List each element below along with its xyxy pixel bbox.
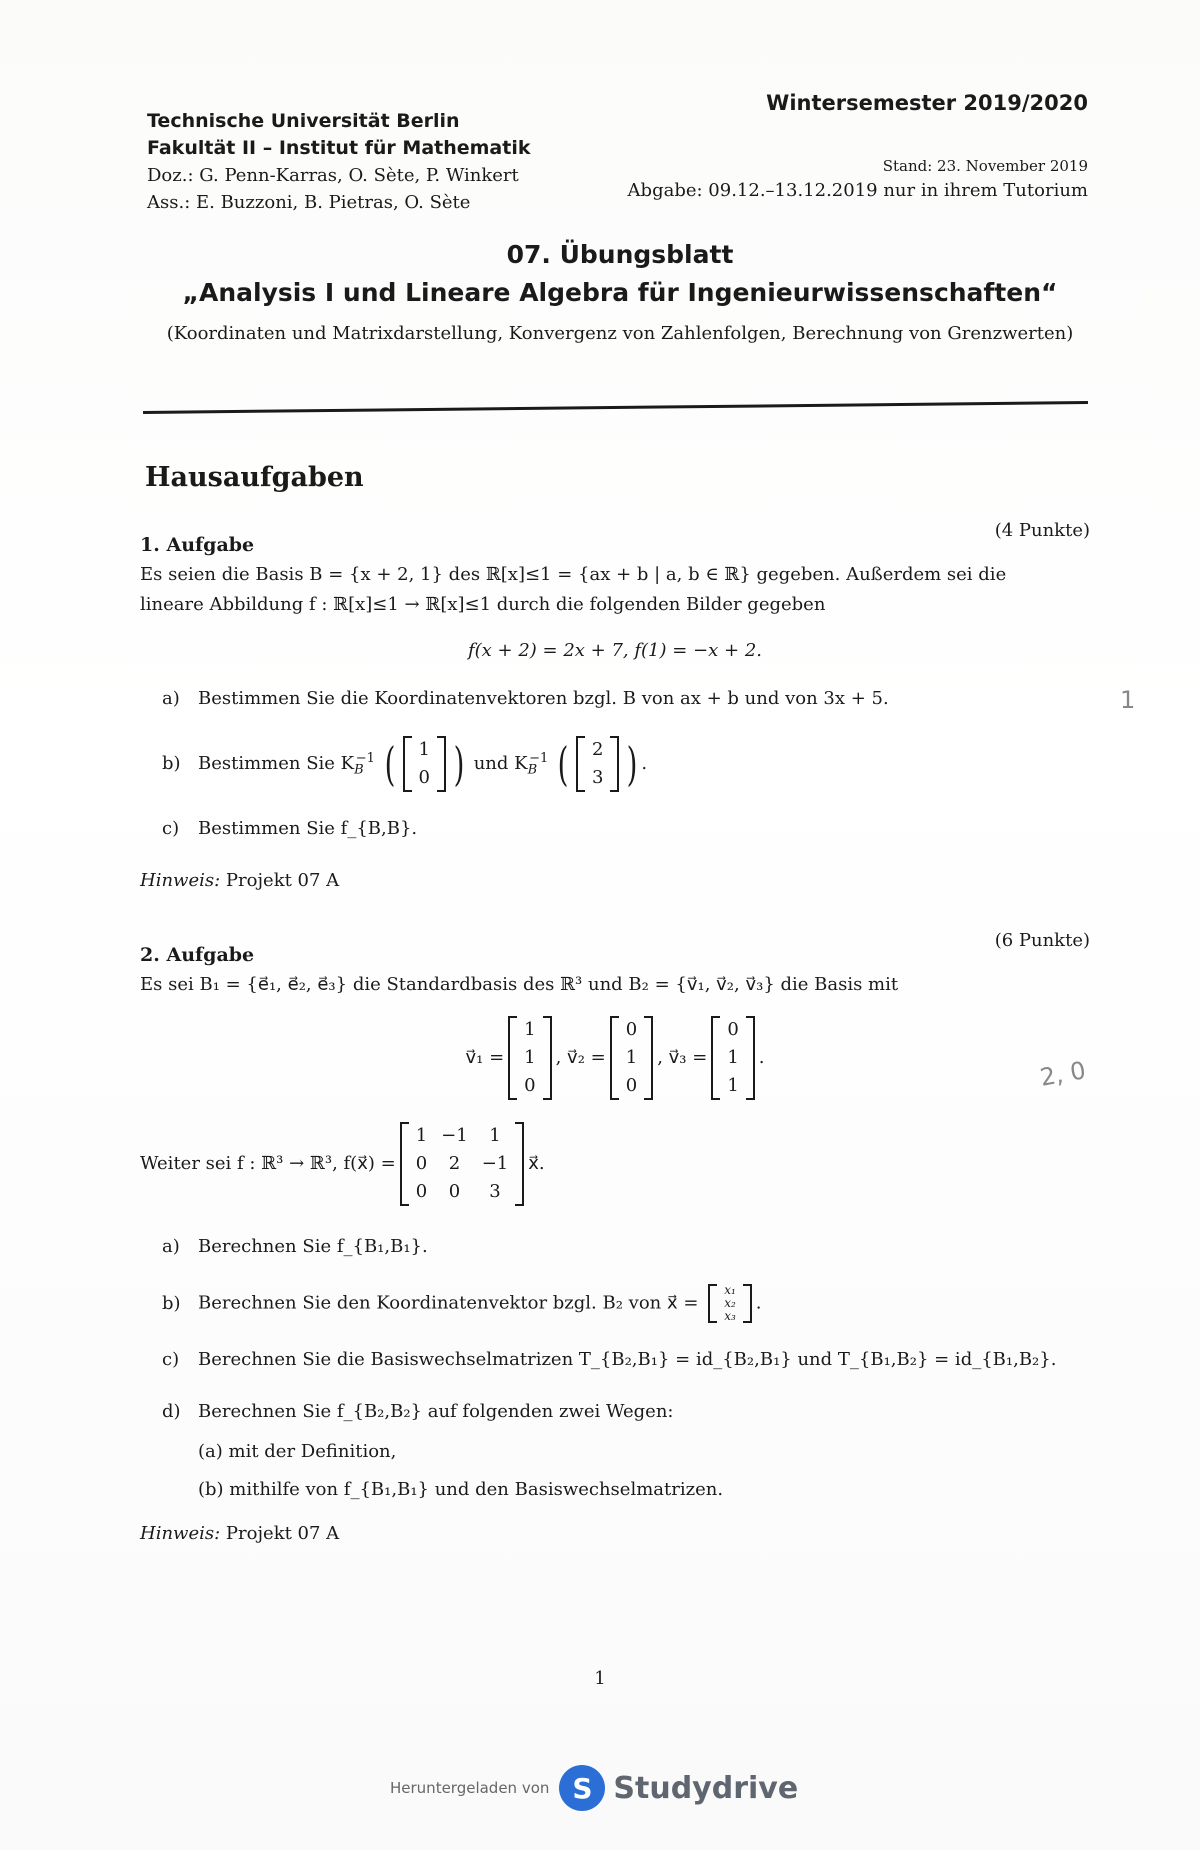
f-postfix: x⃗. [528, 1153, 545, 1174]
item-b-text: Berechnen Sie den Koordinatenvektor bzgl. B₂ von x⃗ = [198, 1292, 699, 1314]
vector-entry: x₃ [724, 1309, 736, 1323]
task-2-item-d [162, 1397, 1090, 1427]
matrix-entry: 0 [415, 1181, 428, 1202]
vector-entry: x₂ [724, 1296, 736, 1310]
header-right [528, 88, 1088, 204]
coord-vector-2 [576, 736, 619, 792]
vector-entry: 0 [727, 1019, 739, 1040]
paren-close: ) [627, 737, 638, 791]
task-2-items [162, 1232, 1090, 1505]
vector-entry: 1 [727, 1047, 739, 1068]
item-text: Bestimmen Sie $K_B^{-1}$ ( 1 0 ) und $K_B^{-1}$ ( 2 3 ) . [198, 737, 648, 791]
task-2-item-b [162, 1284, 1090, 1323]
vector-entry: 1 [524, 1019, 536, 1040]
stand-date: Stand: 23. November 2019 [882, 157, 1088, 175]
studydrive-brand: Studydrive [613, 1770, 799, 1806]
course-title: „Analysis I und Lineare Algebra für Ingenieurwissenschaften“ [182, 278, 1058, 307]
vector-v2 [610, 1016, 653, 1100]
vector-v1 [508, 1016, 551, 1100]
item-text: Berechnen Sie f_{B₂,B₂} auf folgenden zwei Wegen: [198, 1401, 674, 1422]
map-definition [140, 1122, 1090, 1206]
paren-open: ( [557, 737, 569, 791]
pencil-mark-2: 2, 0 [1037, 1056, 1088, 1092]
faculty: Fakultät II – Institut für Mathematik [147, 137, 531, 159]
vector-v3 [711, 1016, 754, 1100]
sub-item-a: (a) mit der Definition, [198, 1441, 397, 1462]
item-text: Bestimmen Sie die Koordinatenvektoren bzgl. B von ax + b und von 3x + 5. [198, 688, 889, 709]
task-2-item-a [162, 1232, 1090, 1262]
vector-entry: 2 [592, 739, 604, 760]
x-vector [708, 1284, 752, 1323]
period: . [758, 1047, 765, 1068]
task-2-item-c [162, 1345, 1090, 1375]
kb-subscript: B [527, 762, 538, 778]
vector-entry: 1 [625, 1047, 638, 1068]
task-1-hint [140, 866, 1090, 896]
sheet-subtitle: (Koordinaten und Matrixdarstellung, Konvergenz von Zahlenfolgen, Berechnung von Grenzwerten) [166, 323, 1074, 344]
map-matrix [400, 1122, 525, 1206]
task-1-item-b [162, 736, 1090, 792]
matrix-entry: 1 [415, 1125, 428, 1146]
vector-entry: 3 [592, 767, 604, 788]
basis-vectors [140, 1016, 1090, 1100]
vector-entry: 0 [625, 1019, 638, 1040]
semester: Wintersemester 2019/2020 [766, 91, 1088, 115]
vector-entry: 0 [418, 767, 430, 788]
item-text: Berechnen Sie den Koordinatenvektor bzgl. B₂ von x⃗ = x₁ x₂ x₃ . [198, 1283, 762, 1323]
item-label: d) [162, 1401, 181, 1422]
sheet-number: 07. Übungsblatt [506, 240, 734, 269]
task-2 [140, 930, 1090, 1549]
lecturers: Doz.: G. Penn-Karras, O. Sète, P. Winkert [147, 165, 519, 186]
item-label: c) [162, 818, 180, 839]
downloaded-from-text: Heruntergeladen von [390, 1779, 550, 1797]
task-1-item-a [162, 684, 1090, 714]
studydrive-footer [390, 1765, 798, 1811]
task-2-title: 2. Aufgabe [140, 944, 255, 966]
item-label: a) [162, 1236, 180, 1257]
matrix-entry: 2 [448, 1153, 461, 1174]
vector-entry: 1 [418, 739, 430, 760]
item-text: Berechnen Sie die Basiswechselmatrizen T_{B₂,B₁} = id_{B₂,B₁} und T_{B₁,B₂} = id_{B₁,B₂}. [198, 1349, 1057, 1370]
task-2-sub-items [198, 1437, 1090, 1505]
sub-item-b: (b) mithilfe von f_{B₁,B₁} und den Basiswechselmatrizen. [198, 1479, 724, 1500]
item-label: a) [162, 688, 180, 709]
item-b-prefix: Bestimmen Sie K [198, 753, 355, 774]
matrix-entry: −1 [441, 1125, 468, 1146]
task-1-intro-line-1: Es seien die Basis B = {x + 2, 1} des ℝ[x]≤1 = {ax + b | a, b ∈ ℝ} gegeben. Außerdem sei die [140, 564, 1007, 585]
task-1-title: 1. Aufgabe [140, 534, 255, 556]
paren-close: ) [453, 737, 465, 791]
item-b-and: und K [473, 753, 528, 774]
matrix-entry: 0 [415, 1153, 428, 1174]
task-1 [140, 520, 1090, 896]
matrix-entry: −1 [481, 1153, 509, 1174]
kb-superscript: −1 [529, 751, 549, 766]
coord-vector-1 [403, 736, 446, 792]
hint-value: Projekt 07 A [225, 870, 340, 891]
vector-entry: 0 [524, 1075, 536, 1096]
item-label: b) [162, 1292, 181, 1314]
task-1-formula: f(x + 2) = 2x + 7, f(1) = −x + 2. [467, 640, 762, 661]
pencil-mark-1: 1 [1120, 686, 1136, 714]
hint-value: Projekt 07 A [225, 1523, 340, 1544]
kb-subscript: B [354, 762, 364, 778]
task-2-hint [140, 1519, 1090, 1549]
matrix-entry: 3 [489, 1181, 501, 1202]
item-text: Berechnen Sie f_{B₁,B₁}. [198, 1236, 428, 1257]
task-1-intro-line-2: lineare Abbildung f : ℝ[x]≤1 → ℝ[x]≤1 durch die folgenden Bilder gegeben [140, 594, 826, 615]
hint-key: Hinweis: [140, 870, 221, 891]
item-text: Bestimmen Sie f_{B,B}. [198, 818, 418, 839]
task-1-items [162, 684, 1090, 844]
v3-label: , v⃗₃ = [657, 1047, 708, 1068]
section-heading: Hausaufgaben [145, 462, 364, 493]
vector-entry: 0 [625, 1075, 638, 1096]
assistants: Ass.: E. Buzzoni, B. Pietras, O. Sète [147, 192, 471, 213]
task-1-item-c [162, 814, 1090, 844]
f-prefix: Weiter sei f : ℝ³ → ℝ³, f(x⃗) = [140, 1153, 396, 1174]
university: Technische Universität Berlin [147, 110, 460, 132]
vector-entry: 1 [524, 1047, 536, 1068]
hint-key: Hinweis: [140, 1523, 221, 1544]
v2-label: , v⃗₂ = [555, 1047, 606, 1068]
title-block [150, 236, 1090, 347]
kb-superscript: −1 [355, 751, 375, 766]
abgabe-date: Abgabe: 09.12.–13.12.2019 nur in ihrem Tutorium [627, 180, 1088, 201]
matrix-entry: 1 [489, 1125, 501, 1146]
task-2-intro: Es sei B₁ = {e⃗₁, e⃗₂, e⃗₃} die Standardbasis des ℝ³ und B₂ = {v⃗₁, v⃗₂, v⃗₃} die Basis mit [140, 974, 899, 995]
task-2-points: (6 Punkte) [994, 930, 1090, 951]
vector-entry: x₁ [724, 1283, 736, 1297]
vector-entry: 1 [727, 1075, 739, 1096]
task-1-points: (4 Punkte) [994, 520, 1090, 541]
studydrive-logo-icon: S [559, 1765, 605, 1811]
matrix-entry: 0 [448, 1181, 461, 1202]
paren-open: ( [384, 737, 395, 791]
page-number: 1 [594, 1668, 606, 1689]
item-label: b) [162, 753, 181, 774]
v1-label: v⃗₁ = [465, 1047, 505, 1068]
item-label: c) [162, 1349, 180, 1370]
